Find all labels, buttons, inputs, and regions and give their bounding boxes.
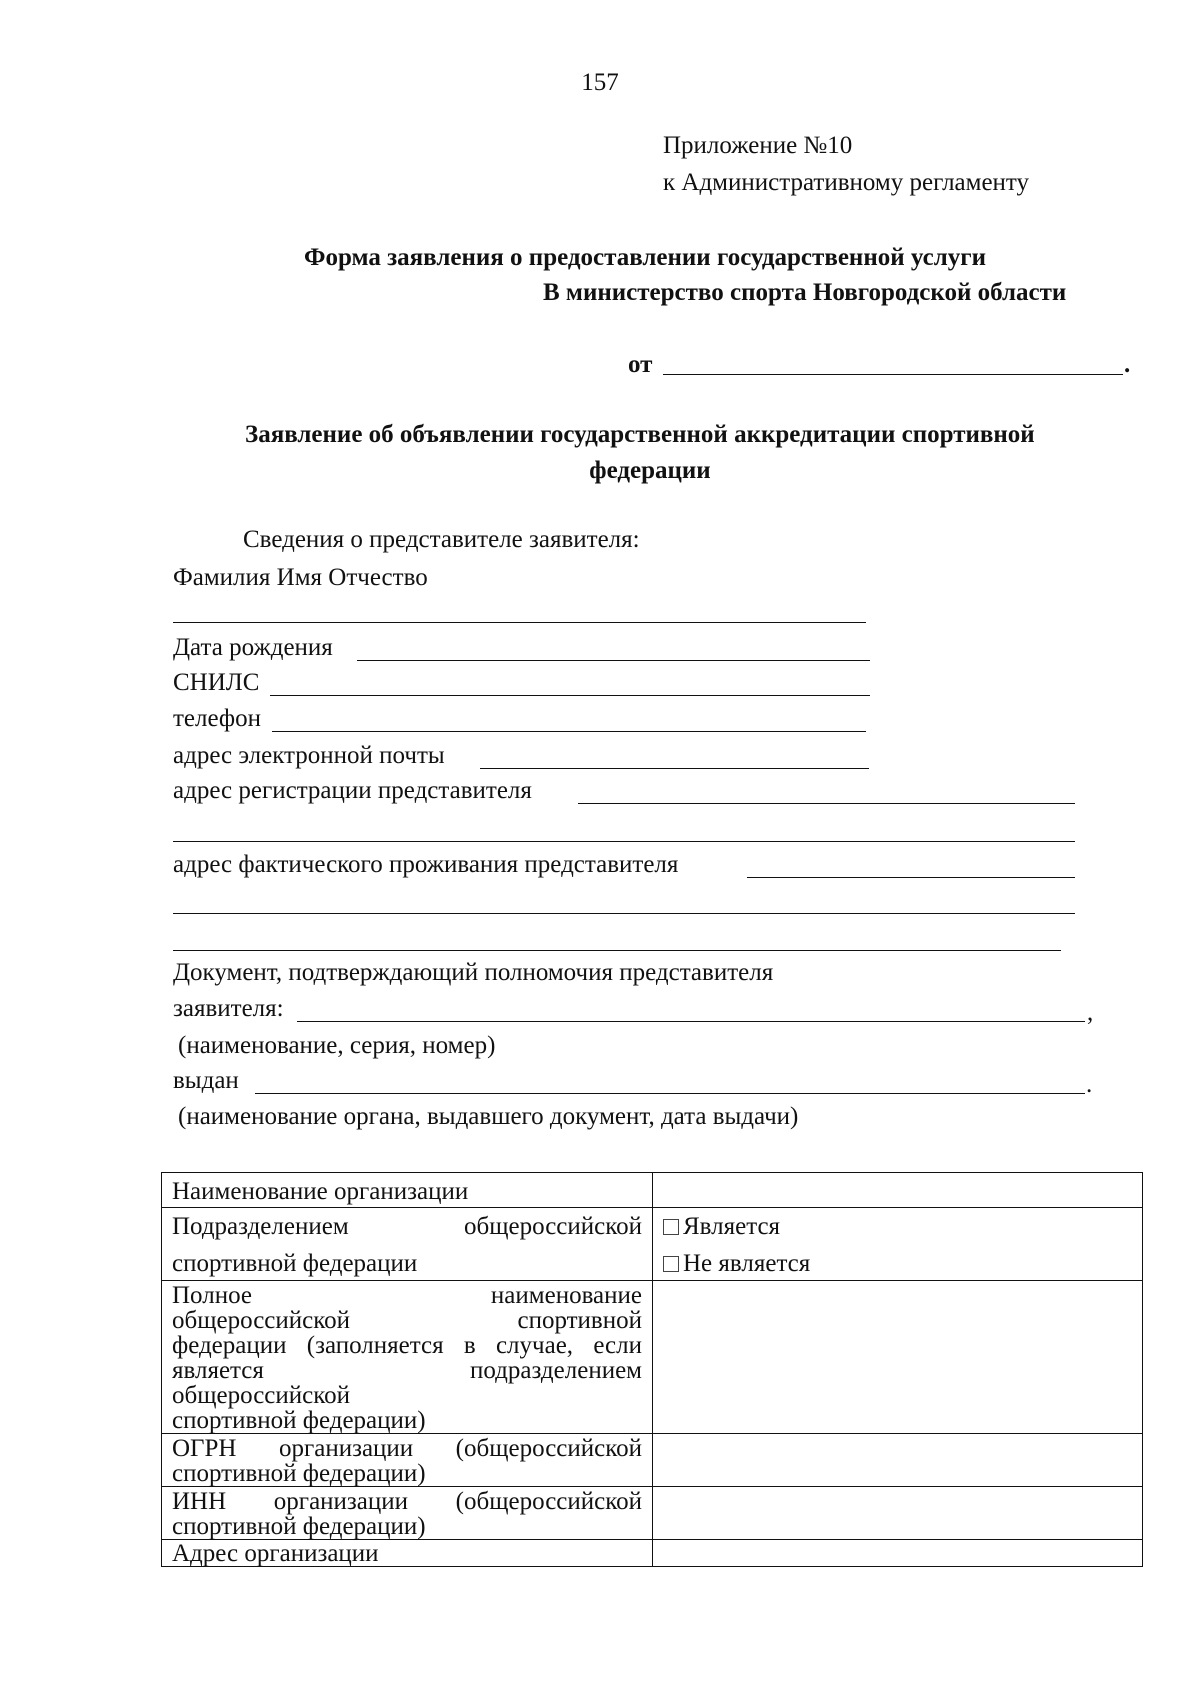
table-row (162, 1281, 1143, 1434)
issued-by-note: (наименование органа, выдавшего документ, дата выдачи) (178, 1103, 799, 1130)
subdivision-options (653, 1208, 1143, 1281)
inn-label (162, 1487, 653, 1540)
phone-field-line[interactable] (272, 731, 866, 732)
full-name-federation-label (162, 1281, 653, 1434)
option-is-label: Является (683, 1213, 781, 1240)
form-title: Форма заявления о предоставлении государственной услуги (304, 244, 986, 271)
option-is[interactable] (663, 1214, 1132, 1239)
snils-label: СНИЛС (173, 669, 260, 696)
org-name-label: Наименование организации (162, 1173, 653, 1208)
full-name-field-line[interactable] (173, 622, 866, 623)
full-name-federation-line5: общероссийской (172, 1382, 350, 1409)
org-address-value[interactable] (653, 1540, 1143, 1567)
appendix-reference: к Административному регламенту (663, 169, 1030, 196)
full-name-federation-line1: Полное наименование (172, 1282, 642, 1309)
reg-address-field-line-2[interactable] (173, 841, 1075, 842)
phone-label: телефон (173, 705, 261, 732)
authority-doc-label: Документ, подтверждающий полномочия представителя (173, 959, 774, 986)
checkbox-icon[interactable] (663, 1219, 679, 1235)
org-name-value[interactable] (653, 1173, 1143, 1208)
subdivision-label-a: Подразделением (172, 1213, 349, 1240)
ogrn-label-line2: спортивной федерации) (172, 1460, 426, 1487)
snils-field-line[interactable] (270, 695, 870, 696)
issued-by-field-line[interactable] (255, 1093, 1085, 1094)
full-name-label: Фамилия Имя Отчество (173, 564, 428, 591)
table-row (162, 1487, 1143, 1540)
appendix-number: Приложение №10 (663, 132, 853, 159)
representative-heading: Сведения о представителе заявителя: (243, 526, 640, 553)
reg-address-field-line[interactable] (578, 803, 1075, 804)
inn-label-line2: спортивной федерации) (172, 1513, 426, 1540)
from-field-line[interactable] (663, 374, 1123, 375)
table-row (162, 1173, 1143, 1208)
birth-date-label: Дата рождения (173, 634, 333, 661)
birth-date-field-line[interactable] (357, 660, 870, 661)
issued-by-label: выдан (173, 1067, 239, 1094)
issued-by-period: . (1086, 1071, 1093, 1098)
org-address-label: Адрес организации (162, 1540, 653, 1567)
actual-address-field-line-2[interactable] (173, 913, 1075, 914)
page-number: 157 (581, 69, 619, 96)
statement-title-line2: федерации (589, 457, 711, 484)
actual-address-field-line[interactable] (747, 877, 1075, 878)
reg-address-label: адрес регистрации представителя (173, 777, 532, 804)
subdivision-label-c: спортивной федерации (172, 1250, 418, 1277)
full-name-federation-line4: является подразделением (172, 1357, 642, 1384)
from-end-period: . (1124, 351, 1131, 378)
option-is-not[interactable] (663, 1251, 1132, 1276)
checkbox-icon[interactable] (663, 1256, 679, 1272)
ogrn-label-line1: ОГРН организации (общероссийской (172, 1435, 642, 1462)
email-label: адрес электронной почты (173, 742, 445, 769)
full-name-federation-line6: спортивной федерации) (172, 1407, 426, 1434)
from-label: от (628, 351, 653, 378)
addressee: В министерство спорта Новгородской области (543, 279, 1067, 306)
organization-table (161, 1172, 1143, 1567)
inn-value[interactable] (653, 1487, 1143, 1540)
table-row (162, 1434, 1143, 1487)
authority-doc-comma: , (1087, 999, 1094, 1026)
option-is-not-label: Не является (683, 1250, 811, 1277)
ogrn-value[interactable] (653, 1434, 1143, 1487)
inn-label-line1: ИНН организации (общероссийской (172, 1488, 642, 1515)
ogrn-label (162, 1434, 653, 1487)
subdivision-label-b: общероссийской (464, 1213, 642, 1240)
table-row (162, 1208, 1143, 1281)
full-name-federation-line2: общероссийской спортивной (172, 1307, 642, 1334)
subdivision-label (162, 1208, 653, 1281)
actual-address-field-line-3[interactable] (173, 950, 1061, 951)
table-row (162, 1540, 1143, 1567)
statement-title-line1: Заявление об объявлении государственной аккредитации спортивной (245, 421, 1035, 448)
email-field-line[interactable] (480, 768, 869, 769)
authority-doc-field-line[interactable] (297, 1021, 1085, 1022)
authority-doc-note: (наименование, серия, номер) (178, 1032, 496, 1059)
full-name-federation-line3: федерации (заполняется в случае, если (172, 1332, 642, 1359)
authority-doc-label-2: заявителя: (173, 995, 284, 1022)
full-name-federation-value[interactable] (653, 1281, 1143, 1434)
actual-address-label: адрес фактического проживания представителя (173, 851, 679, 878)
